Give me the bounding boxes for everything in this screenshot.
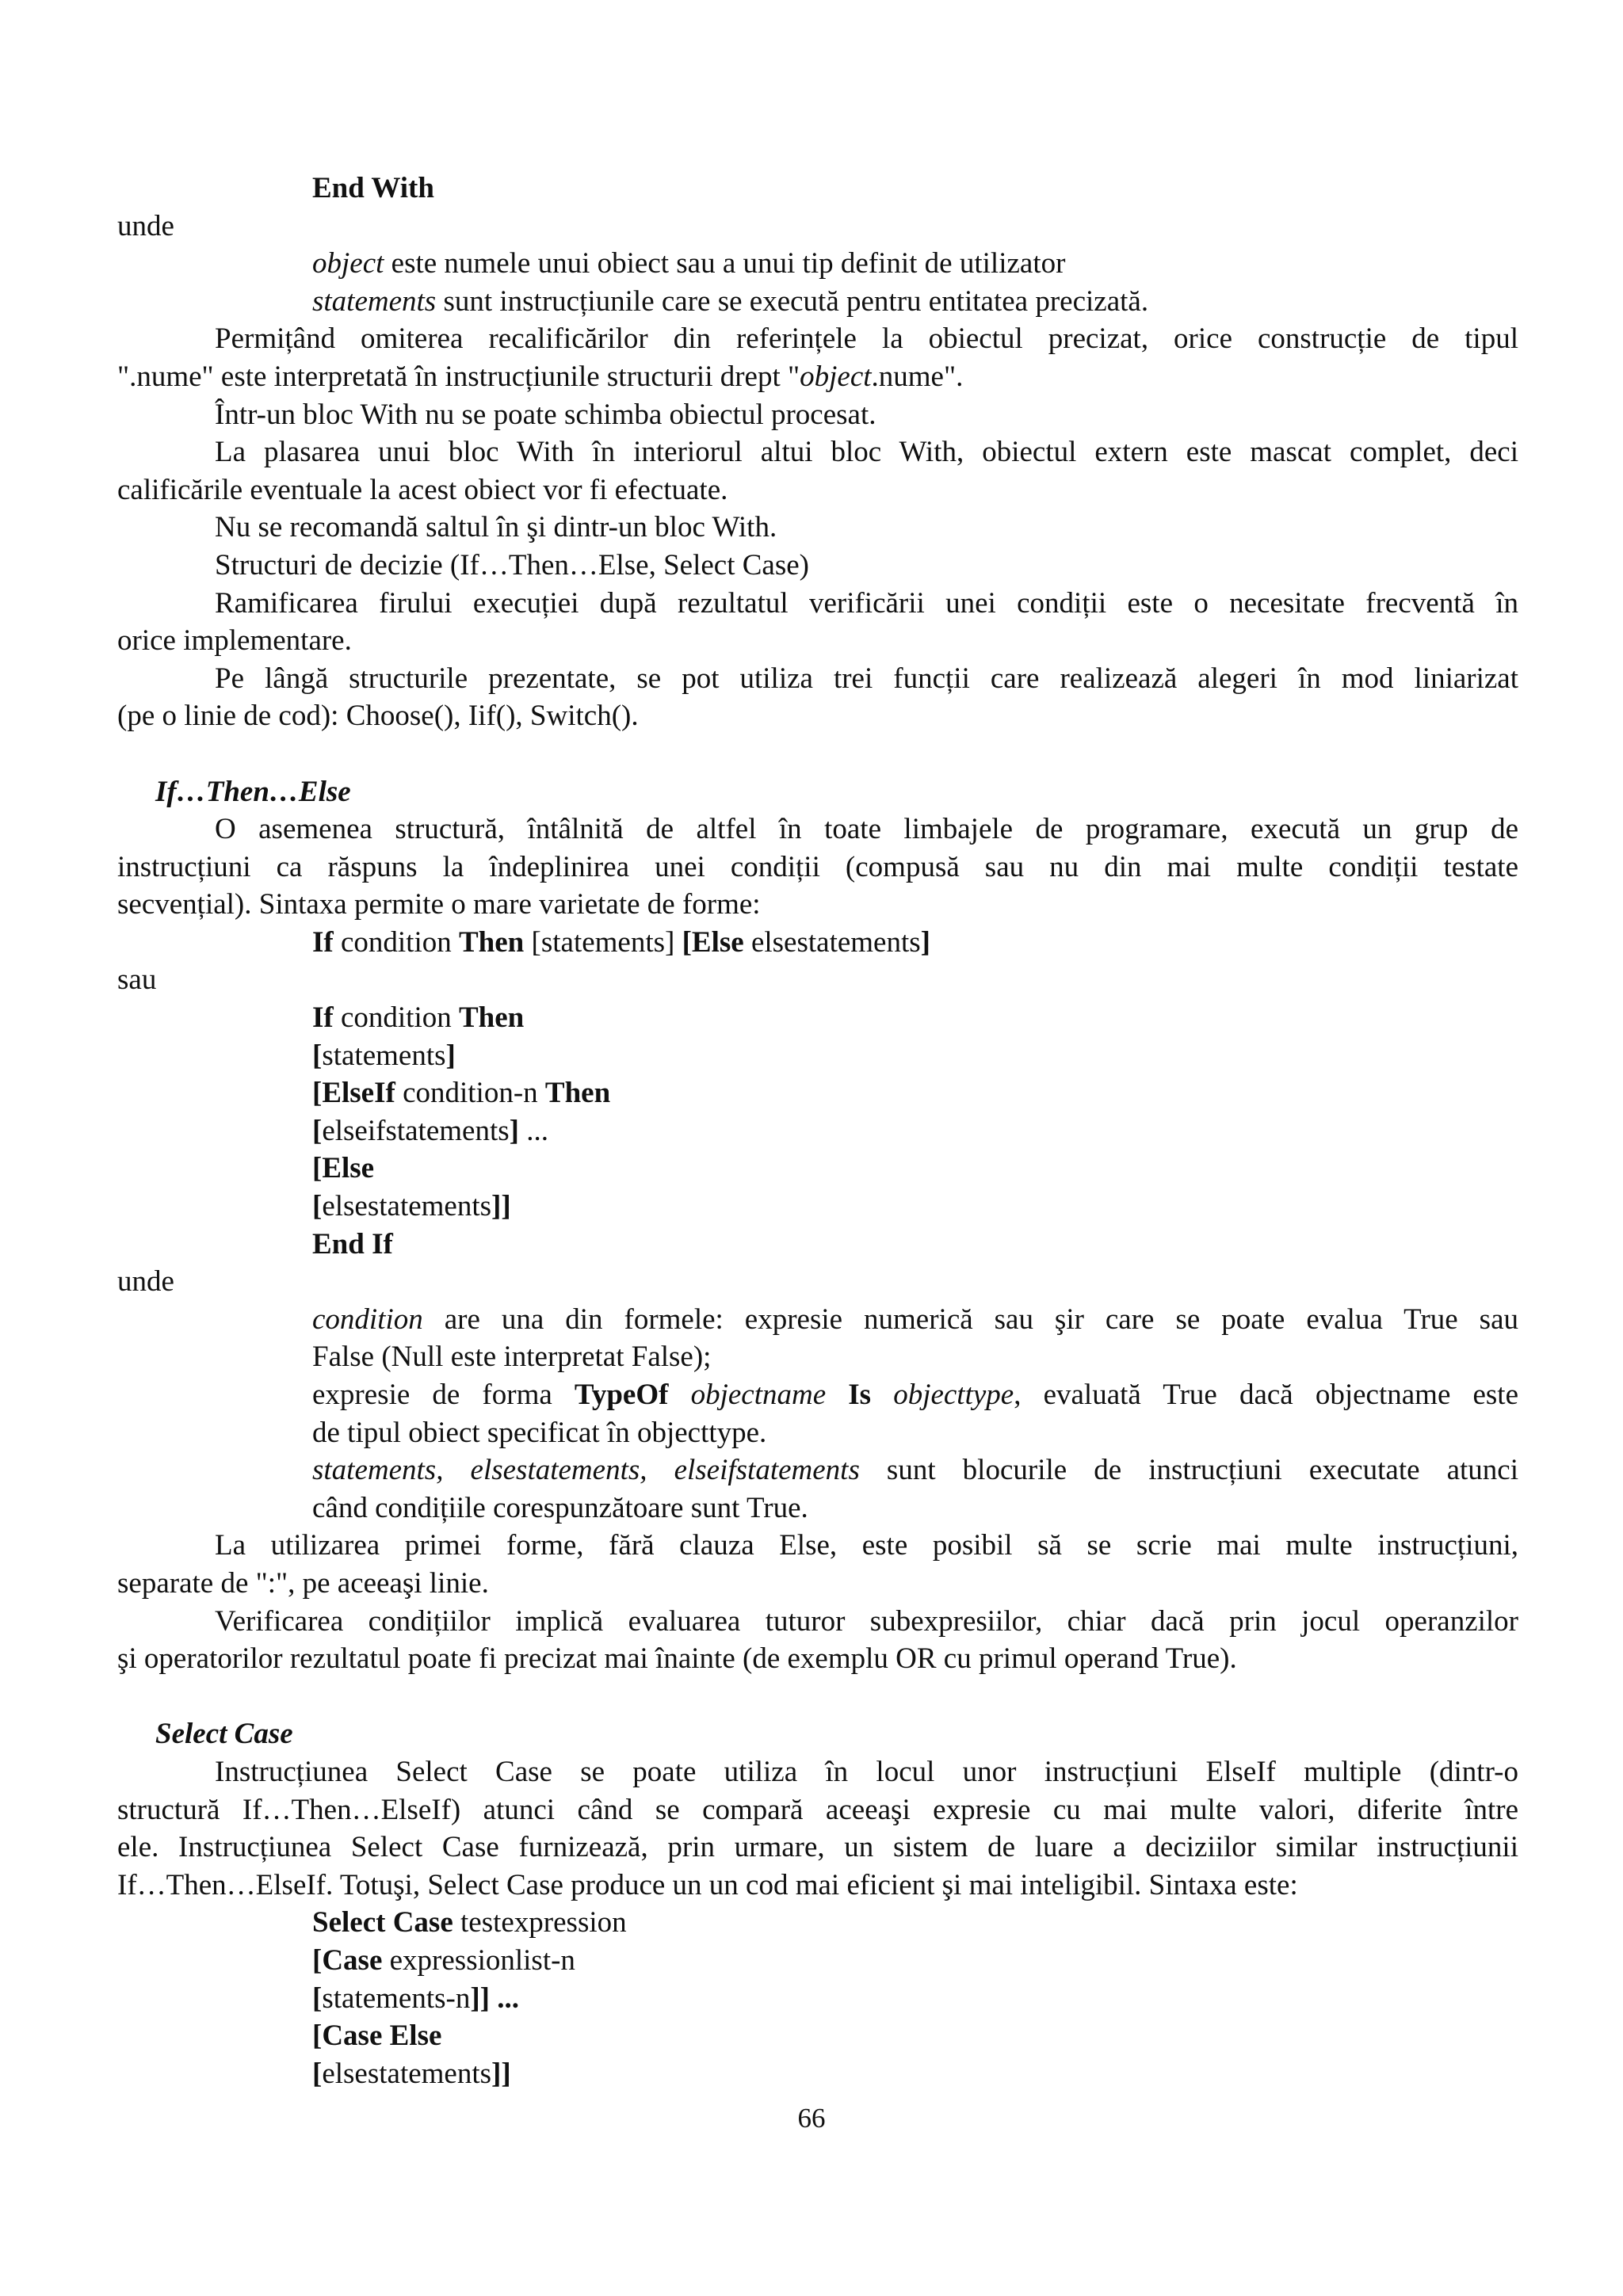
def-statements: statements sunt instrucțiunile care se execută pentru entitatea precizată.: [312, 284, 1149, 318]
def-line: condition are una din formele: expresie numerică sau şir care se poate evalua True sau: [312, 1302, 1518, 1336]
syntax-block-line: [Else: [312, 1152, 375, 1185]
paragraph-line: orice implementare.: [117, 624, 352, 658]
paragraph-line: Ramificarea firului execuției după rezultatul verificării unei condiții este o necesitate frecventă în: [215, 586, 1518, 620]
syntax-block-line: If condition Then: [312, 1001, 525, 1035]
syntax-select-line: [Case Else: [312, 2019, 442, 2053]
syntax-block-line: [statements]: [312, 1039, 456, 1072]
paragraph-line: separate de ":", pe aceeaşi linie.: [117, 1566, 489, 1600]
label-unde: unde: [117, 209, 174, 242]
def-object: object este numele unui obiect sau a unui tip definit de utilizator: [312, 247, 1066, 280]
syntax-block-line: End If: [312, 1227, 393, 1261]
paragraph-line: instrucțiuni ca răspuns la îndeplinirea unei condiții (compusă sau nu din mai multe condiții testate: [117, 850, 1518, 883]
label-sau: sau: [117, 963, 157, 997]
syntax-select-line: [Case expressionlist-n: [312, 1943, 575, 1977]
section-heading-select-case: Select Case: [155, 1718, 293, 1751]
paragraph-line: Permițând omiterea recalificărilor din referințele la obiectul precizat, orice construcție de tipul: [215, 322, 1518, 356]
paragraph-line: ".nume" este interpretată în instrucțiunile structurii drept "object.nume".: [117, 360, 964, 393]
paragraph-line: Nu se recomandă saltul în şi dintr-un bloc With.: [215, 511, 777, 544]
syntax-block-line: [ElseIf condition-n Then: [312, 1077, 611, 1110]
paragraph-line: Structuri de decizie (If…Then…Else, Select Case): [215, 548, 809, 582]
def-line: statements, elsestatements, elseifstatements sunt blocurile de instrucțiuni executate atunci: [312, 1454, 1518, 1487]
syntax-block-line: [elseifstatements] ...: [312, 1114, 548, 1147]
def-line: de tipul obiect specificat în objecttype.: [312, 1416, 767, 1449]
def-line: False (Null este interpretat False);: [312, 1341, 712, 1374]
def-line: când condițiile corespunzătoare sunt True.: [312, 1491, 808, 1524]
paragraph-line: (pe o linie de cod): Choose(), Iif(), Switch().: [117, 700, 639, 733]
paragraph-line: Instrucțiunea Select Case se poate utiliza în locul unor instrucțiuni ElseIf multiple (dintr-o: [215, 1755, 1518, 1788]
section-heading-if-then-else: If…Then…Else: [155, 775, 351, 808]
spacer: [117, 735, 1518, 773]
spacer: [117, 1678, 1518, 1716]
code-end-with: End With: [312, 172, 434, 204]
paragraph-line: Într-un bloc With nu se poate schimba obiectul procesat.: [215, 398, 876, 431]
page-content: [117, 170, 1518, 2092]
paragraph-line: şi operatorilor rezultatul poate fi precizat mai înainte (de exemplu OR cu primul operand True).: [117, 1642, 1237, 1676]
syntax-select-line: [statements-n]] ...: [312, 1981, 519, 2015]
syntax-select-line: [elsestatements]]: [312, 2057, 511, 2090]
def-line: expresie de forma TypeOf objectname Is objecttype, evaluată True dacă objectname este: [312, 1379, 1519, 1411]
syntax-if-single-line: If condition Then [statements] [Else elsestatements]: [312, 925, 930, 959]
syntax-block-line: [elsestatements]]: [312, 1190, 511, 1223]
paragraph-line: Pe lângă structurile prezentate, se pot utiliza trei funcții care realizează alegeri în mod liniarizat: [215, 662, 1518, 695]
paragraph-line: calificările eventuale la acest obiect vor fi efectuate.: [117, 473, 728, 506]
paragraph-line: ele. Instrucțiunea Select Case furnizează, prin urmare, un sistem de luare a deciziilor similar instrucțiunii: [117, 1831, 1518, 1864]
paragraph-line: Verificarea condițiilor implică evaluarea tuturor subexpresiilor, chiar dacă prin jocul operanzilor: [215, 1604, 1518, 1638]
paragraph-line: La utilizarea primei forme, fără clauza Else, este posibil să se scrie mai multe instrucțiuni,: [215, 1529, 1518, 1562]
paragraph-line: secvențial). Sintaxa permite o mare varietate de forme:: [117, 888, 761, 921]
paragraph-line: structură If…Then…ElseIf) atunci când se compară aceeaşi expresie cu mai multe valori, diferite între: [117, 1793, 1518, 1826]
label-unde: unde: [117, 1265, 174, 1299]
syntax-select-line: Select Case testexpression: [312, 1906, 627, 1939]
paragraph-line: If…Then…ElseIf. Totuşi, Select Case produce un un cod mai eficient şi mai inteligibil. Sintaxa este:: [117, 1868, 1298, 1901]
paragraph-line: La plasarea unui bloc With în interiorul altui bloc With, obiectul extern este mascat complet, deci: [215, 436, 1518, 469]
page-number: 66: [797, 2103, 826, 2134]
paragraph-line: O asemenea structură, întâlnită de altfel în toate limbajele de programare, execută un grup de: [215, 813, 1518, 846]
